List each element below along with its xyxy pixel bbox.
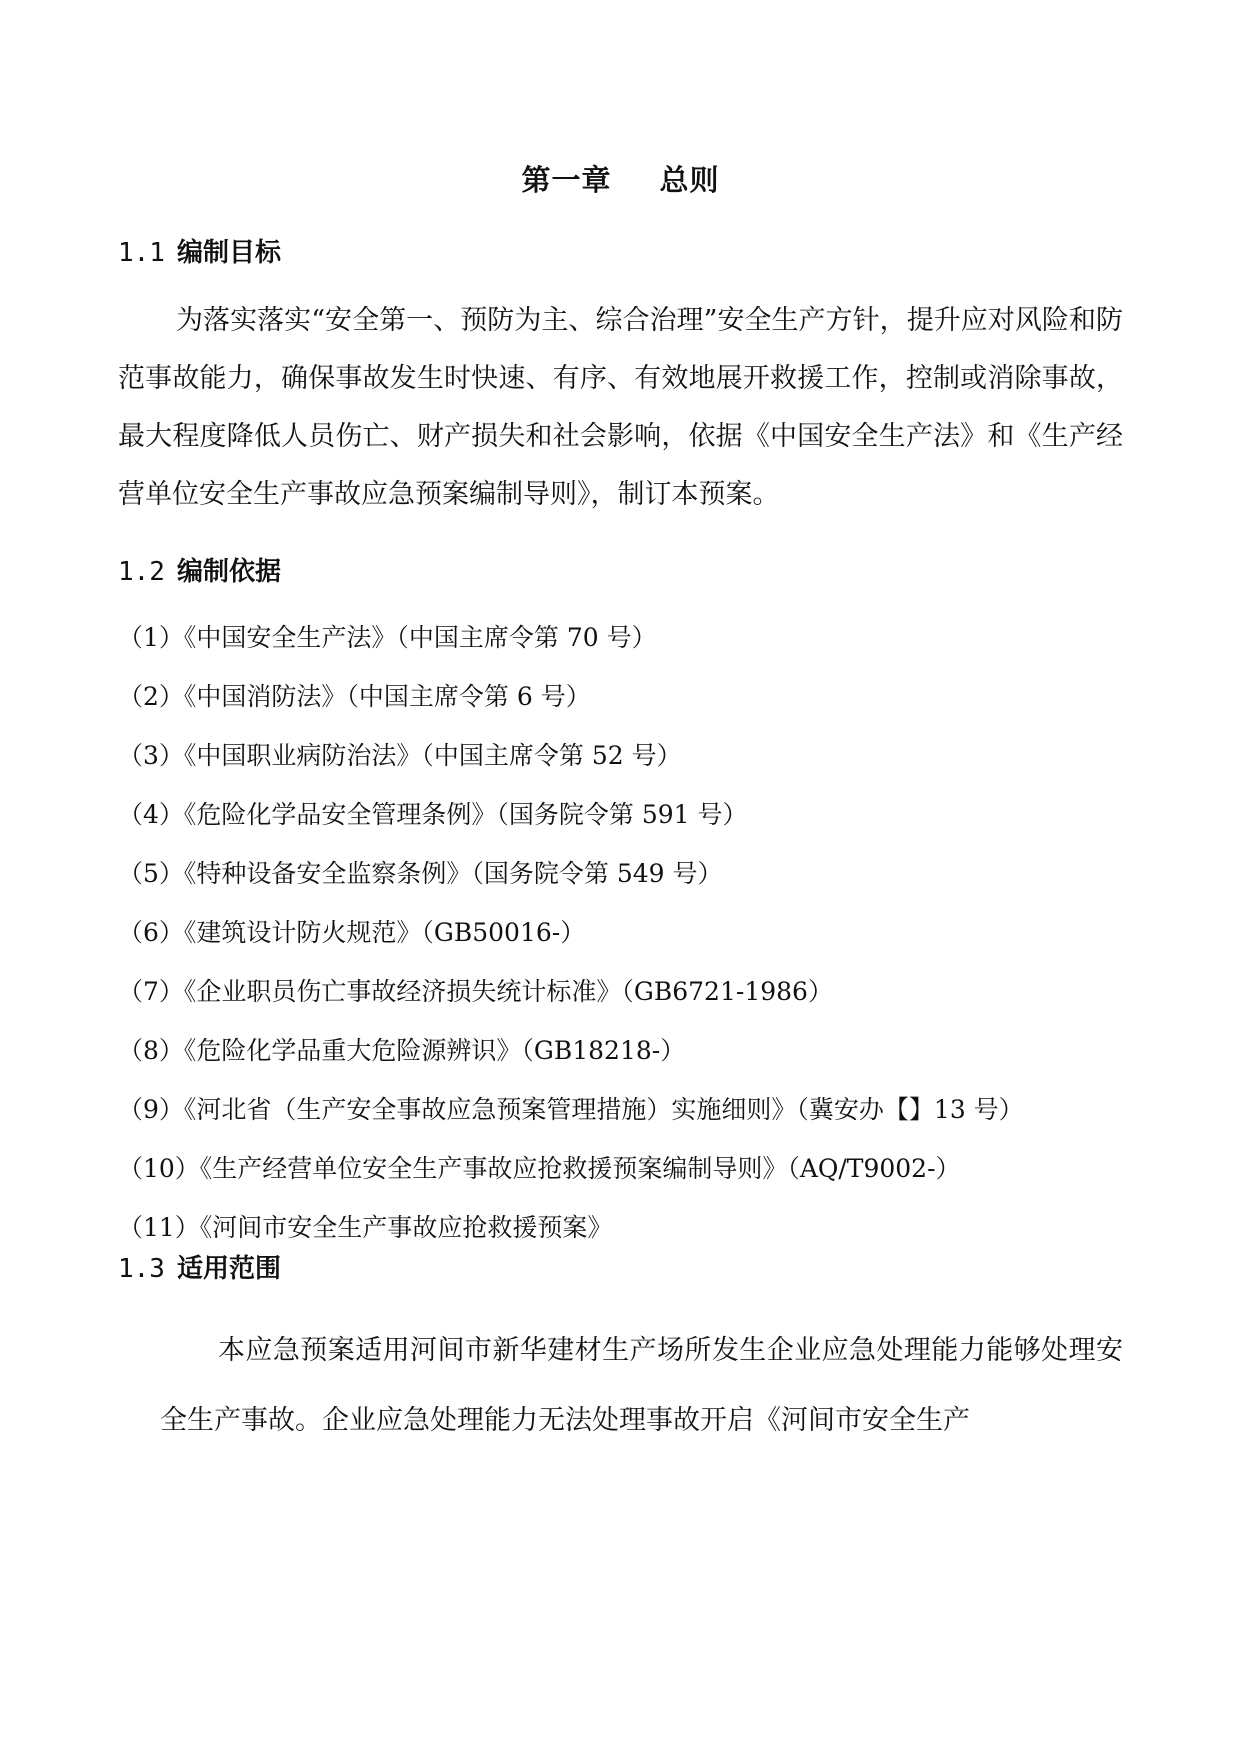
list-item: （9）《河北省（生产安全事故应急预案管理措施）实施细则》（冀安办【】13 号） xyxy=(118,1095,1024,1124)
section-heading-1-3 xyxy=(118,1248,281,1285)
chapter-title xyxy=(0,158,1241,199)
list-item: （10）《生产经营单位安全生产事故应抢救援预案编制导则》（AQ/T9002-） xyxy=(118,1154,961,1183)
section-title: 适用范围 xyxy=(176,1254,281,1284)
list-item: （2）《中国消防法》（中国主席令第 6 号） xyxy=(118,682,591,711)
list-item: （5）《特种设备安全监察条例》（国务院令第 549 号） xyxy=(118,859,723,888)
list-item: （7）《企业职员伤亡事故经济损失统计标准》（GB6721-1986） xyxy=(118,977,833,1006)
list-item: （11）《河间市安全生产事故应抢救援预案》 xyxy=(118,1213,613,1242)
section-paragraph-1-1: 为落实落实“安全第一、预防为主、综合治理”安全生产方针，提升应对风险和防范事故能力，确保事故发生时快速、有序、有效地展开救援工作，控制或消除事故，最大程度降低人员伤亡、财产损失和社会影响，依据《中国安全生产法》和《生产经营单位安全生产事故应急预案编制导则》，制订本预案。 xyxy=(118,305,1123,510)
section-title: 编制目标 xyxy=(176,238,281,268)
list-item: （8）《危险化学品重大危险源辨识》（GB18218-） xyxy=(118,1036,686,1065)
section-title: 编制依据 xyxy=(176,557,281,587)
section-heading-1-1 xyxy=(118,232,281,269)
section-number: 1.3 xyxy=(118,1254,165,1284)
list-item: （4）《危险化学品安全管理条例》（国务院令第 591 号） xyxy=(118,800,748,829)
section-paragraph-1-3: 本应急预案适用河间市新华建材生产场所发生企业应急处理能力能够处理安全生产事故。企业应急处理能力无法处理事故开启《河间市安全生产 xyxy=(160,1335,1123,1436)
chapter-name: 总则 xyxy=(659,163,720,197)
list-item: （3）《中国职业病防治法》（中国主席令第 52 号） xyxy=(118,741,682,770)
list-item: （6）《建筑设计防火规范》（GB50016-） xyxy=(118,918,586,947)
section-number: 1.1 xyxy=(118,238,165,268)
section-heading-1-2 xyxy=(118,551,281,588)
chapter-number: 第一章 xyxy=(521,163,612,197)
list-item: （1）《中国安全生产法》（中国主席令第 70 号） xyxy=(118,623,657,652)
reference-list xyxy=(118,618,1024,1267)
section-number: 1.2 xyxy=(118,557,165,587)
